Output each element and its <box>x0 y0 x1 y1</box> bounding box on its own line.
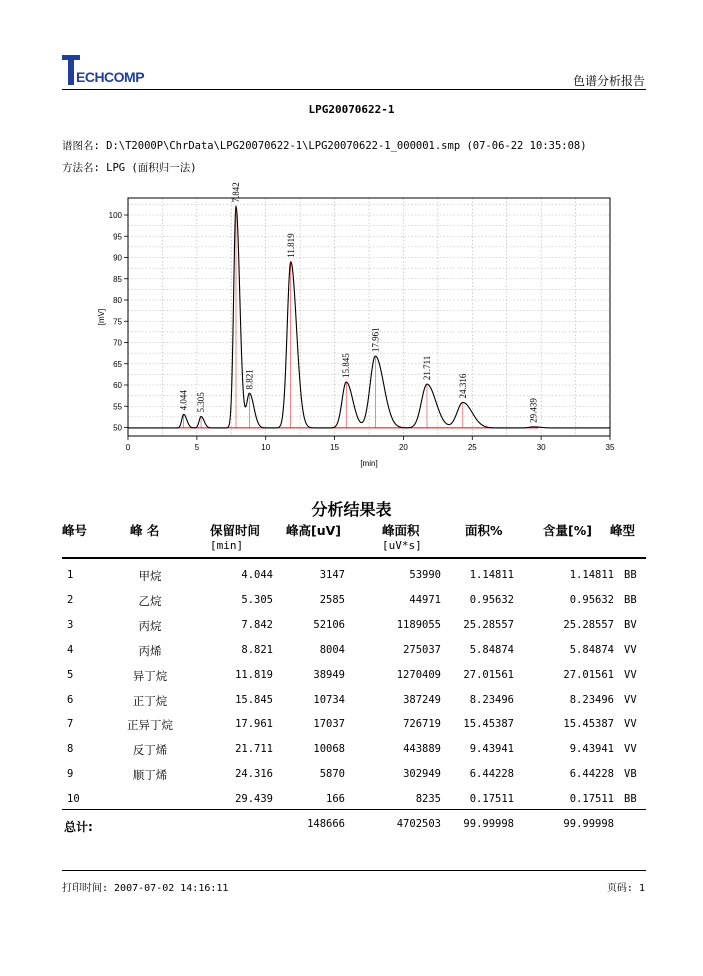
print-time: 打印时间: 2007-07-02 14:16:11 <box>62 883 229 894</box>
retention-time-cell: 29.439 <box>235 793 273 806</box>
peak-area-cell: 302949 <box>403 768 441 781</box>
y-tick-label: 85 <box>113 274 122 284</box>
peak-no-cell: 8 <box>67 743 74 756</box>
amount-cell: 27.01561 <box>563 668 614 681</box>
y-tick-label: 90 <box>113 253 122 263</box>
header-area-percent: 面积% <box>465 523 503 538</box>
peak-name-cell: 丙烯 <box>138 643 162 658</box>
peak-type-cell: BB <box>624 593 637 606</box>
retention-time-cell: 24.316 <box>235 768 273 781</box>
header-peak-height: 峰高[uV] <box>286 523 341 538</box>
x-tick-label: 10 <box>261 443 271 452</box>
area-percent-cell: 1.14811 <box>469 569 514 581</box>
peak-name-cell: 正异丁烷 <box>127 718 173 733</box>
area-percent-cell: 6.44228 <box>469 768 514 781</box>
x-tick-label: 15 <box>330 443 340 452</box>
total-label: 总计: <box>64 820 93 834</box>
peak-area-cell: 53990 <box>409 569 441 581</box>
table-row <box>0 690 703 710</box>
peak-label: 4.044 <box>178 390 189 411</box>
retention-time-cell: 11.819 <box>235 668 273 681</box>
x-tick-label: 25 <box>467 443 477 452</box>
peak-area-cell: 44971 <box>409 593 441 606</box>
peak-type-cell: BB <box>624 793 637 806</box>
table-row <box>0 615 703 635</box>
area-percent-cell: 15.45387 <box>463 718 514 731</box>
table-row <box>0 640 703 660</box>
peak-area-cell: 275037 <box>403 643 441 656</box>
retention-time-cell: 8.821 <box>241 643 273 656</box>
y-tick-label: 65 <box>113 359 122 369</box>
x-tick-label: 30 <box>536 443 546 452</box>
peak-type-cell: VB <box>624 768 637 781</box>
peak-height-cell: 10734 <box>313 693 345 706</box>
total-divider <box>62 809 646 810</box>
peak-label: 7.842 <box>230 182 241 203</box>
header-peak-name: 峰 名 <box>130 523 160 538</box>
peak-name-cell: 反丁烯 <box>132 743 168 758</box>
retention-time-cell: 7.842 <box>241 618 273 631</box>
peak-type-cell: VV <box>624 668 637 681</box>
area-percent-cell: 27.01561 <box>463 668 514 681</box>
report-type-label: 色谱分析报告 <box>572 74 645 88</box>
peak-name-cell: 顺丁烯 <box>132 768 168 783</box>
peak-height-cell: 2585 <box>319 593 345 606</box>
total-height: 148666 <box>307 818 345 830</box>
y-tick-label: 60 <box>113 381 122 390</box>
amount-cell: 1.14811 <box>569 569 614 581</box>
peak-label: 15.845 <box>341 353 352 379</box>
table-row <box>0 714 703 734</box>
peak-no-cell: 6 <box>67 693 74 706</box>
peak-type-cell: VV <box>624 693 637 706</box>
footer-divider <box>62 870 646 871</box>
amount-cell: 15.45387 <box>563 718 614 731</box>
total-amount: 99.99998 <box>563 818 614 830</box>
x-tick-label: 35 <box>605 443 615 452</box>
amount-cell: 8.23496 <box>569 693 614 706</box>
y-tick-label: 75 <box>113 317 122 327</box>
header-peak-no: 峰号 <box>62 523 88 538</box>
peak-no-cell: 5 <box>67 668 74 681</box>
header-peak-area <box>382 521 422 552</box>
peak-no-cell: 3 <box>67 618 74 631</box>
peak-area-cell: 387249 <box>403 693 441 706</box>
logo-text: ECHCOMP <box>76 69 145 85</box>
x-tick-label: 5 <box>194 443 200 452</box>
peak-no-cell: 9 <box>67 768 74 781</box>
peak-name-cell: 正丁烷 <box>132 693 168 708</box>
peak-name-cell: 丙烷 <box>138 618 162 633</box>
area-percent-cell: 5.84874 <box>469 643 514 656</box>
y-tick-label: 50 <box>113 423 122 433</box>
table-row <box>0 665 703 685</box>
amount-cell: 9.43941 <box>569 743 614 756</box>
header-amount: 含量[%] <box>543 523 592 538</box>
x-tick-label: 0 <box>125 443 131 452</box>
method-line: 方法名: LPG (面积归一法) <box>62 162 197 174</box>
y-tick-label: 55 <box>113 402 122 412</box>
total-area-percent: 99.99998 <box>463 818 514 830</box>
chromatogram-chart <box>0 0 703 476</box>
area-percent-cell: 0.95632 <box>469 593 514 606</box>
peak-height-cell: 52106 <box>313 618 345 631</box>
retention-time-cell: 17.961 <box>235 718 273 731</box>
table-row <box>0 764 703 784</box>
peak-name-cell: 异丁烷 <box>132 668 168 683</box>
amount-cell: 0.17511 <box>569 793 614 806</box>
peak-type-cell: BB <box>624 569 637 581</box>
peak-area-cell: 1270409 <box>396 668 441 681</box>
page-number: 页码: 1 <box>606 883 645 894</box>
total-row <box>0 814 703 834</box>
area-percent-cell: 9.43941 <box>469 743 514 756</box>
y-tick-label: 80 <box>113 296 122 305</box>
area-percent-cell: 25.28557 <box>463 618 514 631</box>
area-percent-cell: 8.23496 <box>469 693 514 706</box>
peak-label: 11.819 <box>285 233 296 258</box>
table-header-divider <box>62 557 646 559</box>
peak-no-cell: 10 <box>67 793 80 806</box>
retention-time-cell: 21.711 <box>235 743 273 756</box>
x-axis-title: [min] <box>360 459 378 468</box>
y-tick-label: 70 <box>113 338 122 348</box>
peak-label: 24.316 <box>457 373 468 399</box>
peak-area-cell: 726719 <box>403 718 441 731</box>
peak-area-cell: 8235 <box>415 793 441 806</box>
retention-time-cell: 15.845 <box>235 693 273 706</box>
y-tick-label: 95 <box>113 232 122 242</box>
header-retention-time-label: 保留时间 <box>210 523 261 538</box>
peak-no-cell: 2 <box>67 593 74 606</box>
peak-name-cell: 乙烷 <box>138 593 162 608</box>
peak-height-cell: 38949 <box>313 668 345 681</box>
header-retention-time <box>210 521 260 552</box>
peak-label: 5.305 <box>196 392 207 413</box>
table-row <box>0 590 703 610</box>
peak-no-cell: 7 <box>67 718 74 731</box>
header-peak-area-unit: [uV*s] <box>382 539 422 552</box>
peak-height-cell: 3147 <box>319 569 345 581</box>
peak-height-cell: 8004 <box>319 643 345 656</box>
peak-label: 21.711 <box>421 355 432 381</box>
peak-name-cell: 甲烷 <box>138 569 162 583</box>
peak-no-cell: 1 <box>67 569 74 581</box>
total-area: 4702503 <box>396 818 441 830</box>
peak-label: 17.961 <box>370 327 381 353</box>
peak-type-cell: VV <box>624 743 637 756</box>
amount-cell: 5.84874 <box>569 643 614 656</box>
peak-area-cell: 1189055 <box>396 618 441 631</box>
table-row <box>0 565 703 585</box>
peak-label: 29.439 <box>528 398 539 423</box>
peak-height-cell: 10068 <box>313 743 345 756</box>
header-peak-area-label: 峰面积 <box>382 523 420 538</box>
y-axis-title: [mV] <box>97 308 106 326</box>
peak-type-cell: BV <box>624 618 637 631</box>
peak-no-cell: 4 <box>67 643 74 656</box>
header-peak-type: 峰型 <box>610 523 636 538</box>
peak-height-cell: 166 <box>326 793 345 806</box>
y-tick-label: 100 <box>108 211 122 220</box>
document-title: LPG20070622-1 <box>308 103 395 116</box>
area-percent-cell: 0.17511 <box>469 793 514 806</box>
peak-height-cell: 5870 <box>319 768 345 781</box>
amount-cell: 0.95632 <box>569 593 614 606</box>
table-row <box>0 789 703 809</box>
amount-cell: 6.44228 <box>569 768 614 781</box>
header-retention-time-unit: [min] <box>210 539 244 552</box>
peak-label: 8.821 <box>244 369 255 390</box>
results-table-title: 分析结果表 <box>311 500 392 519</box>
table-row <box>0 739 703 759</box>
peak-type-cell: VV <box>624 643 637 656</box>
x-tick-label: 20 <box>398 443 408 452</box>
peak-type-cell: VV <box>624 718 637 731</box>
peak-height-cell: 17037 <box>313 718 345 731</box>
retention-time-cell: 5.305 <box>241 593 273 606</box>
peak-area-cell: 443889 <box>403 743 441 756</box>
chromatogram-file-line: 谱图名: D:\T2000P\ChrData\LPG20070622-1\LPG20070622-1_000001.smp (07-06-22 10:35:08) <box>62 140 587 152</box>
amount-cell: 25.28557 <box>563 618 614 631</box>
retention-time-cell: 4.044 <box>241 569 273 581</box>
